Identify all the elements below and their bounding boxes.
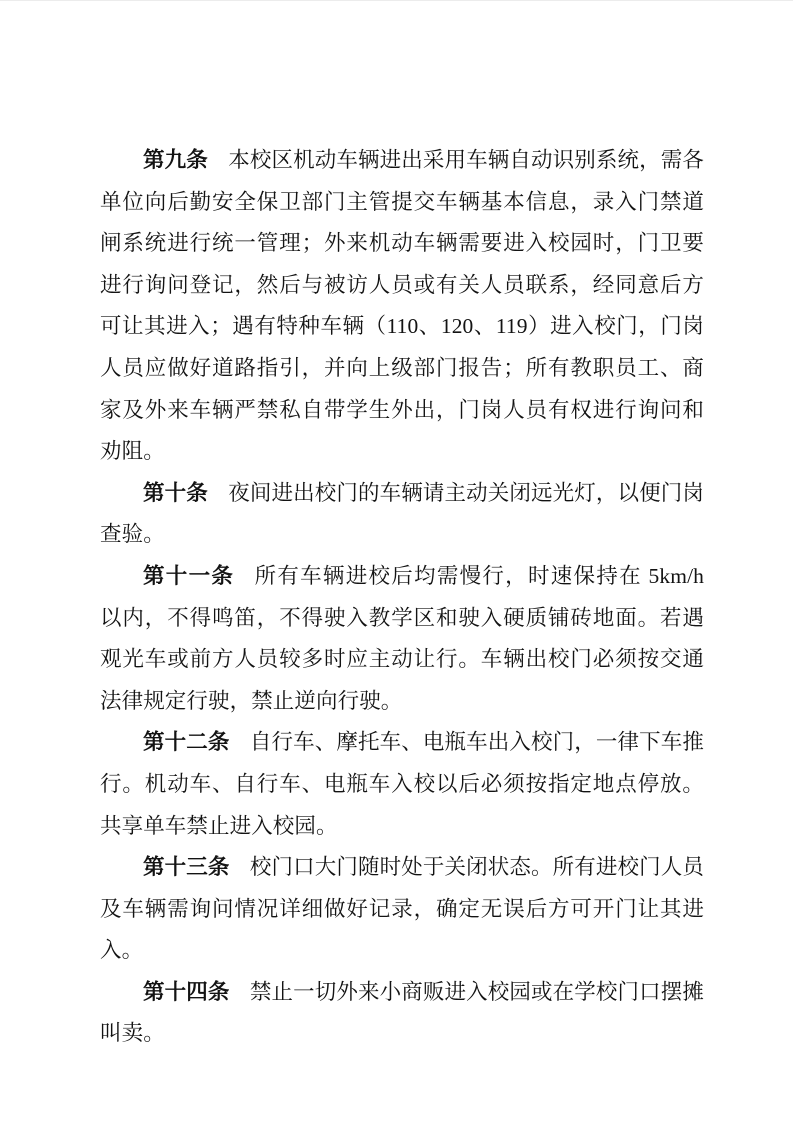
article-number: 第十四条 bbox=[143, 979, 230, 1004]
article-text: 自行车、摩托车、电瓶车出入校门，一律下车推行。机动车、自行车、电瓶车入校以后必须按指定地点停放。共享单车禁止进入校园。 bbox=[100, 730, 704, 838]
article-text: 禁止一切外来小商贩进入校园或在学校门口摆摊叫卖。 bbox=[100, 979, 704, 1046]
article-paragraph-13 bbox=[100, 847, 704, 972]
article-number: 第十一条 bbox=[143, 563, 235, 588]
article-text: 校门口大门随时处于关闭状态。所有进校门人员及车辆需询问情况详细做好记录，确定无误后方可开门让其进入。 bbox=[100, 855, 704, 963]
article-text: 所有车辆进校后均需慢行，时速保持在 5km/h 以内，不得鸣笛，不得驶入教学区和驶入硬质铺砖地面。若遇观光车或前方人员较多时应主动让行。车辆出校门必须按交通法律规定行驶，禁止逆向行驶。 bbox=[100, 563, 704, 713]
article-paragraph-11 bbox=[100, 556, 704, 722]
article-paragraph-9 bbox=[100, 140, 704, 473]
article-text: 本校区机动车辆进出采用车辆自动识别系统，需各单位向后勤安全保卫部门主管提交车辆基本信息，录入门禁道闸系统进行统一管理；外来机动车辆需要进入校园时，门卫要进行询问登记，然后与被访人员或有关人员联系，经同意后方可让其进入；遇有特种车辆（110、120、119）进入校门，门岗人员应做好道路指引，并向上级部门报告；所有教职员工、商家及外来车辆严禁私自带学生外出，门岗人员有权进行询问和劝阻。 bbox=[100, 148, 704, 464]
article-paragraph-10 bbox=[100, 473, 704, 556]
article-number: 第九条 bbox=[143, 148, 208, 172]
article-number: 第十三条 bbox=[143, 855, 230, 880]
article-text: 夜间进出校门的车辆请主动关闭远光灯，以便门岗查验。 bbox=[100, 480, 704, 547]
article-paragraph-12 bbox=[100, 722, 704, 847]
article-number: 第十条 bbox=[143, 480, 208, 505]
document-body bbox=[100, 140, 704, 1055]
article-number: 第十二条 bbox=[143, 730, 230, 755]
article-paragraph-14 bbox=[100, 972, 704, 1055]
